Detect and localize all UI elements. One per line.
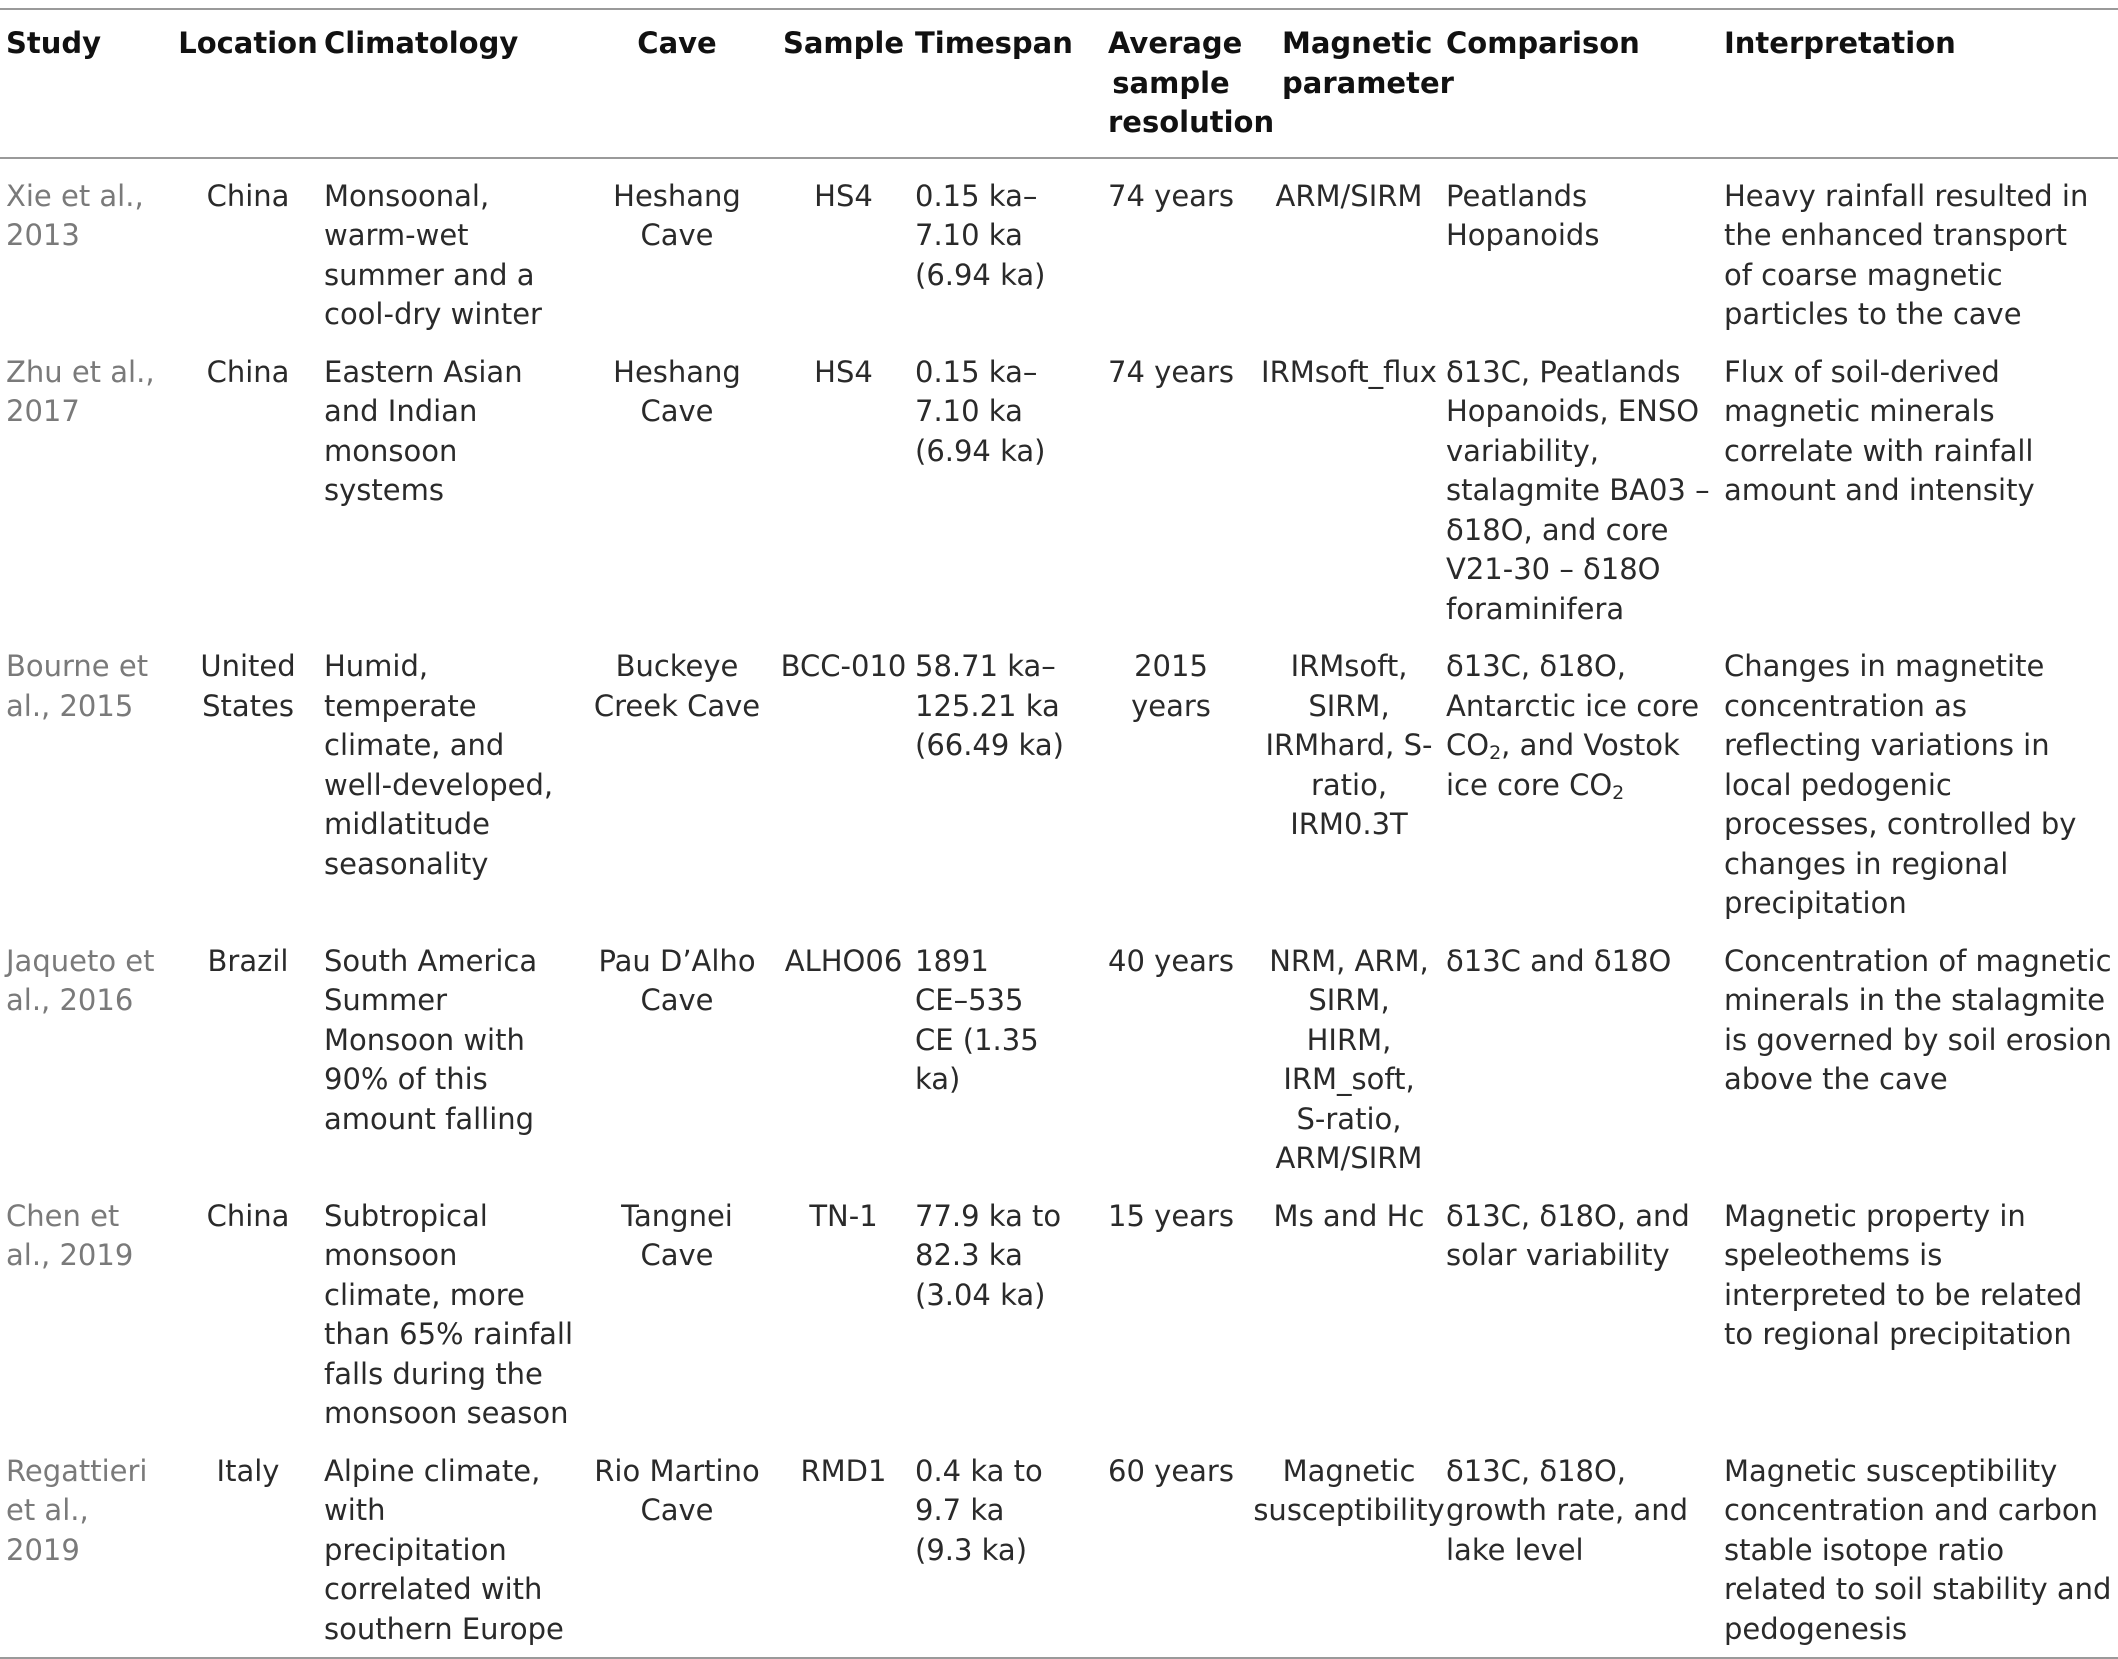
header-timespan: Timespan [915, 26, 1073, 60]
header-magnetic-parameter: Magnetic parameter [1282, 26, 1454, 100]
cell-resolution: 74 years [1108, 354, 1234, 389]
table-row [0, 158, 2118, 335]
header-row [0, 9, 2118, 158]
comparison-text-a: δ13C, δ18O, Antarctic ice core CO [1446, 649, 1700, 762]
cell-climatology: Subtropical monsoon climate, more than 65% rainfall falls during the monsoon season [324, 1198, 574, 1430]
speleothem-magnetism-table [0, 8, 2118, 1659]
cell-magnetic-parameter: ARM/SIRM [1275, 178, 1423, 213]
header-location: Location [178, 26, 318, 60]
cell-sample: ALHO06 [784, 943, 903, 978]
cell-resolution: 74 years [1108, 178, 1234, 213]
cell-interpretation: Magnetic susceptibility concentration and carbon stable isotope ratio related to soil stability and pedogenesis [1724, 1453, 2112, 1646]
cell-climatology: Monsoonal, warm-wet summer and a cool-dry winter [324, 178, 542, 331]
cell-resolution: 2015 years [1131, 649, 1211, 723]
cell-location: Brazil [207, 943, 289, 978]
cell-comparison: δ13C and δ18O [1446, 943, 1672, 978]
subscript-2: 2 [1612, 781, 1625, 804]
cell-cave: Pau D’Alho Cave [598, 943, 756, 1017]
cell-timespan: 0.15 ka–7.10 ka (6.94 ka) [915, 178, 1046, 292]
cell-cave: Buckeye Creek Cave [593, 649, 761, 723]
cell-climatology: South America Summer Monsoon with 90% of this amount falling [324, 943, 538, 1136]
cell-cave: Heshang Cave [613, 178, 741, 252]
cell-interpretation: Magnetic property in speleothems is interpreted to be related to regional precipitation [1724, 1198, 2083, 1351]
cell-timespan: 58.71 ka–125.21 ka (66.49 ka) [915, 649, 1064, 762]
header-climatology: Climatology [324, 26, 519, 60]
cell-timespan: 1891 CE–535 CE (1.35 ka) [915, 943, 1039, 1096]
cell-location: China [206, 1198, 290, 1233]
table-row [0, 335, 2118, 630]
cell-magnetic-parameter: NRM, ARM, SIRM, HIRM, IRM_soft, S-ratio, ARM/SIRM [1269, 943, 1429, 1175]
cell-sample: TN-1 [809, 1198, 878, 1233]
header-comparison: Comparison [1446, 26, 1640, 60]
cell-comparison [1446, 629, 1724, 924]
cell-resolution: 40 years [1108, 943, 1234, 978]
header-interpretation: Interpretation [1724, 26, 1956, 60]
cell-sample: RMD1 [800, 1453, 887, 1488]
cell-magnetic-parameter: Magnetic susceptibility [1253, 1453, 1445, 1527]
table-row [0, 1179, 2118, 1434]
cell-cave: Heshang Cave [613, 354, 741, 428]
cell-cave: Rio Martino Cave [594, 1453, 760, 1527]
cell-location: China [206, 178, 290, 213]
cell-interpretation: Concentration of magnetic minerals in the stalagmite is governed by soil erosion above the cave [1724, 943, 2112, 1096]
table-row [0, 629, 2118, 924]
cell-cave: Tangnei Cave [621, 1198, 733, 1272]
cell-timespan: 77.9 ka to 82.3 ka (3.04 ka) [915, 1198, 1062, 1312]
header-cave: Cave [637, 26, 717, 60]
header-resolution: Average sample resolution [1108, 26, 1275, 139]
cell-comparison: Peatlands Hopanoids [1446, 178, 1600, 252]
cell-sample: HS4 [814, 354, 873, 389]
cell-comparison: δ13C, δ18O, growth rate, and lake level [1446, 1453, 1689, 1567]
cell-interpretation: Flux of soil-derived magnetic minerals correlate with rainfall amount and intensity [1724, 354, 2035, 507]
subscript-2: 2 [1489, 742, 1502, 764]
cell-sample: HS4 [814, 178, 873, 213]
cell-interpretation: Changes in magnetite concentration as reflecting variations in local pedogenic processes, controlled by changes in regional precipitation [1724, 649, 2077, 920]
cell-study: Jaqueto et al., 2016 [6, 943, 155, 1017]
cell-climatology: Eastern Asian and Indian monsoon systems [324, 354, 523, 507]
cell-resolution: 60 years [1108, 1453, 1234, 1488]
cell-resolution: 15 years [1108, 1198, 1234, 1233]
table-body [0, 158, 2118, 1659]
cell-climatology: Alpine climate, with precipitation correlated with southern Europe [324, 1453, 564, 1646]
cell-study: Xie et al., 2013 [6, 178, 144, 252]
cell-location: China [206, 354, 290, 389]
cell-location: Italy [216, 1453, 280, 1488]
cell-magnetic-parameter: IRMsoft_flux [1261, 354, 1437, 389]
cell-study: Zhu et al., 2017 [6, 354, 155, 428]
cell-location: United States [200, 649, 296, 723]
cell-comparison: δ13C, δ18O, and solar variability [1446, 1198, 1690, 1272]
cell-study: Chen et al., 2019 [6, 1198, 134, 1272]
cell-interpretation: Heavy rainfall resulted in the enhanced transport of coarse magnetic particles to the cave [1724, 178, 2089, 331]
cell-comparison: δ13C, Peatlands Hopanoids, ENSO variability, stalagmite BA03 – δ18O, and core V21-30 – δ18O foraminifera [1446, 354, 1710, 626]
cell-climatology: Humid, temperate climate, and well-developed, midlatitude seasonality [324, 649, 554, 881]
cell-study: Regattieri et al., 2019 [6, 1453, 148, 1567]
cell-timespan: 0.15 ka–7.10 ka (6.94 ka) [915, 354, 1046, 468]
comparison-text-c: , and Vostok ice core CO [1446, 728, 1680, 802]
cell-magnetic-parameter: Ms and Hc [1273, 1198, 1425, 1233]
cell-sample: BCC-010 [780, 649, 907, 683]
header-study: Study [6, 26, 102, 60]
table-header [0, 9, 2118, 158]
cell-magnetic-parameter: IRMsoft, SIRM, IRMhard, S-ratio, IRM0.3T [1265, 649, 1433, 841]
header-sample: Sample [782, 26, 905, 60]
cell-study: Bourne et al., 2015 [6, 649, 149, 723]
cell-timespan: 0.4 ka to 9.7 ka (9.3 ka) [915, 1453, 1043, 1567]
table-row [0, 924, 2118, 1179]
table-row [0, 1434, 2118, 1659]
